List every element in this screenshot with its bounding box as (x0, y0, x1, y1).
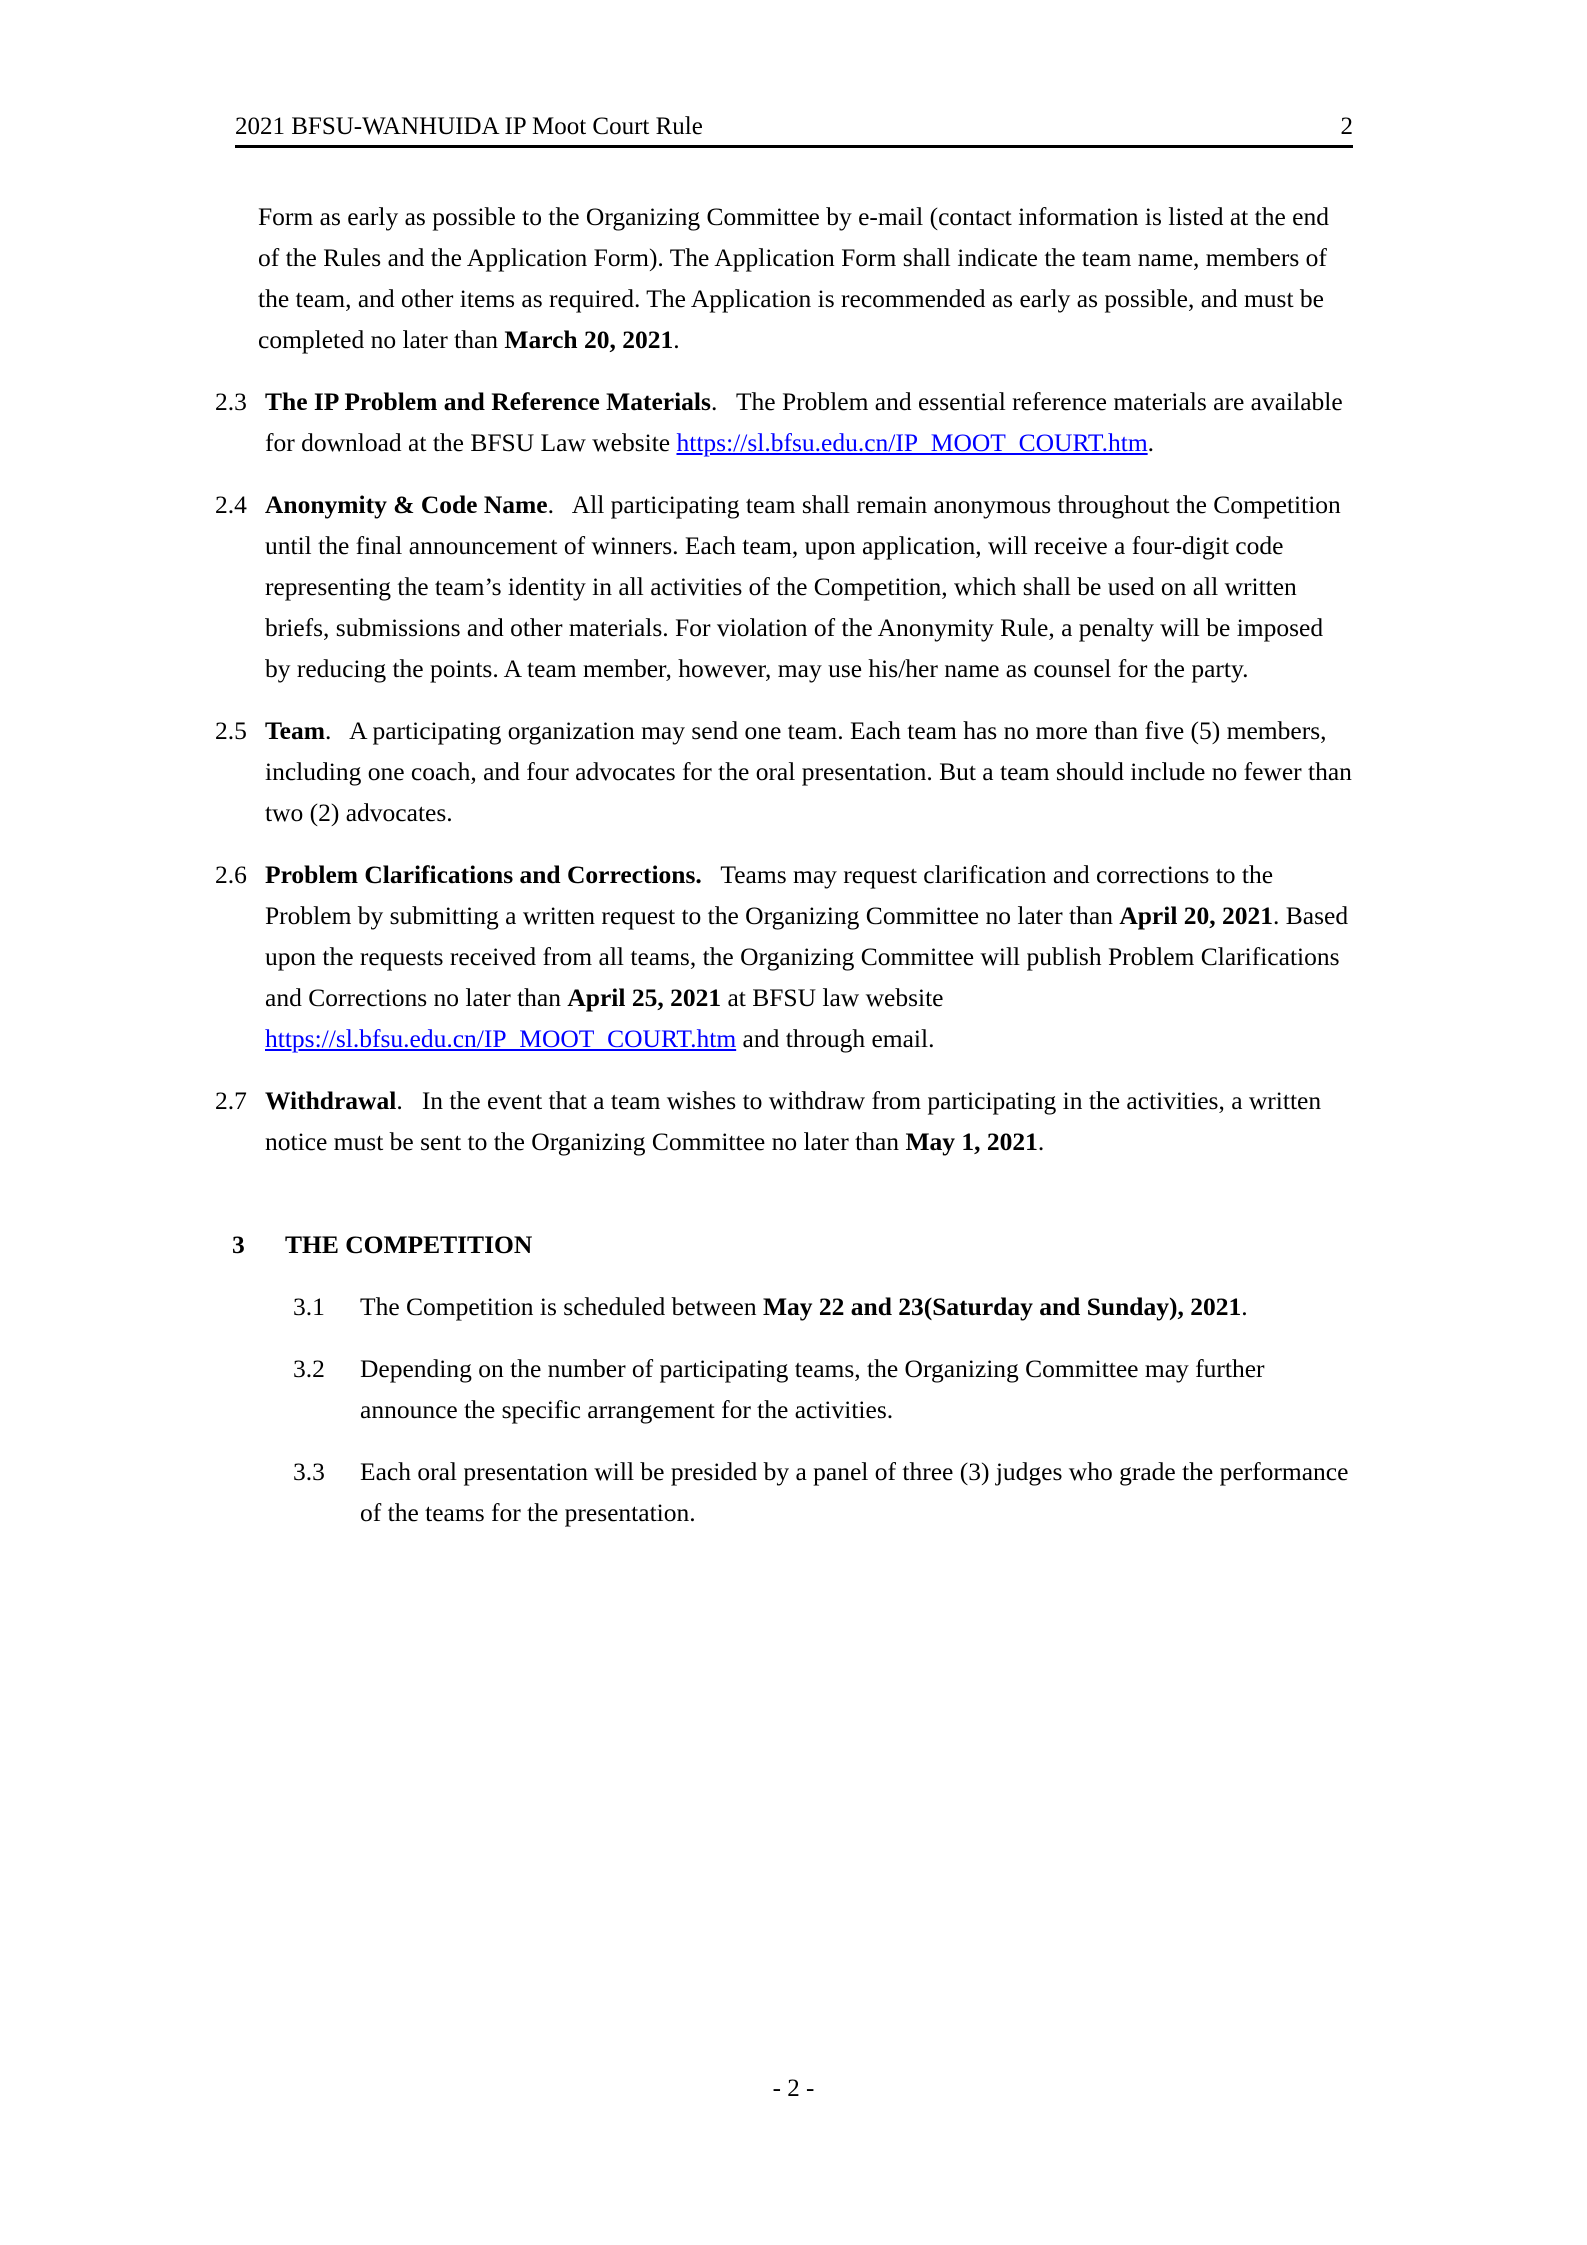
item-text (265, 854, 1353, 1059)
text-segment: . In the event that a team wishes to withdraw from participating in the activities, a written notice must be sent to the Organizing Committee no later than (265, 1086, 1322, 1156)
item-number: 3.2 (293, 1354, 325, 1383)
text-segment: at BFSU law website (721, 983, 944, 1012)
text-segment: May 22 and 23(Saturday and Sunday), 2021 (762, 1292, 1242, 1321)
text-segment: and through email. (736, 1024, 935, 1053)
text-segment: March 20, 2021 (504, 325, 674, 354)
text-segment: . Based upon the requests received from all teams, the Organizing Committee will publish Problem Clarifications and Corrections no later than (265, 901, 1349, 1012)
section-heading (0, 1224, 1587, 1265)
item-text (360, 1451, 1355, 1533)
hyperlink[interactable]: https://sl.bfsu.edu.cn/IP_MOOT_COURT.htm (265, 1024, 737, 1053)
item-number: 2.6 (215, 860, 247, 889)
list-item (0, 854, 1587, 1059)
document-body (0, 196, 1587, 1554)
text-segment: . All participating team shall remain anonymous throughout the Competition until the final announcement of winners. Each team, upon application, will receive a four-digit code representing the team’s identity in all activities of the Competition, which shall be used on all written briefs, submissions and other materials. For violation of the Anonymity Rule, a penalty will be imposed by reducing the points. A team member, however, may use his/her name as counsel for the party. (265, 490, 1341, 683)
item-number: 2.4 (215, 490, 247, 519)
text-segment: . A participating organization may send one team. Each team has no more than five (5) members, including one coach, and four advocates for the oral presentation. But a team should include no fewer than two (2) advocates. (265, 716, 1352, 827)
text-segment: Form as early as possible to the Organizing Committee by e-mail (contact information is listed at the end of the Rules and the Application Form). The Application Form shall indicate the team name, members of the team, and other items as required. The Application is recommended as early as possible, and must be completed no later than (258, 202, 1329, 354)
text-segment: The IP Problem and Reference Materials (265, 387, 711, 416)
text-segment: Teams may request clarification and corrections to the Problem by submitting a written request to the Organizing Committee no later than (265, 860, 1274, 930)
text-segment: Each oral presentation will be presided by a panel of three (3) judges who grade the performance of the teams for the presentation. (360, 1457, 1349, 1527)
list-item (0, 1080, 1587, 1162)
item-text (265, 1080, 1353, 1162)
list-item (0, 710, 1587, 833)
item-number: 2.3 (215, 387, 247, 416)
footer-page-label: - 2 - (772, 2075, 815, 2102)
text-segment: Problem Clarifications and Corrections. (265, 860, 702, 889)
item-text (265, 381, 1353, 463)
text-segment: . (1241, 1292, 1248, 1321)
list-item (0, 1451, 1587, 1533)
header-title: 2021 BFSU-WANHUIDA IP Moot Court Rule (235, 113, 703, 140)
list-item (0, 484, 1587, 689)
page-header (235, 112, 1353, 142)
header-page-number: 2 (1340, 113, 1353, 140)
text-segment: Depending on the number of participating teams, the Organizing Committee may further announce the specific arrangement for the activities. (360, 1354, 1265, 1424)
text-segment: . (1147, 428, 1155, 457)
list-item (0, 1348, 1587, 1430)
text-segment: May 1, 2021 (905, 1127, 1038, 1156)
item-text (265, 710, 1353, 833)
text-segment: April 20, 2021 (1119, 901, 1274, 930)
text-segment: Withdrawal (265, 1086, 397, 1115)
hyperlink[interactable]: https://sl.bfsu.edu.cn/IP_MOOT_COURT.htm (676, 428, 1148, 457)
header-rule (235, 145, 1353, 148)
item-text (285, 1224, 1373, 1265)
text-segment: Anonymity & Code Name (265, 490, 548, 519)
paragraph (0, 196, 1587, 360)
item-text (360, 1286, 1355, 1327)
text-segment: April 25, 2021 (567, 983, 722, 1012)
item-text (360, 1348, 1355, 1430)
text-segment: . The Problem and essential reference materials are available for download at the BFSU Law website (265, 387, 1343, 457)
text-segment: THE COMPETITION (285, 1230, 533, 1259)
text-segment: Team (265, 716, 325, 745)
item-number: 3.3 (293, 1457, 325, 1486)
item-number: 3 (232, 1230, 245, 1259)
item-number: 2.5 (215, 716, 247, 745)
item-text (258, 196, 1353, 360)
list-item (0, 1286, 1587, 1327)
text-segment: . (1037, 1127, 1045, 1156)
text-segment: . (673, 325, 680, 354)
item-text (265, 484, 1353, 689)
item-number: 3.1 (293, 1292, 325, 1321)
list-item (0, 381, 1587, 463)
text-segment: The Competition is scheduled between (360, 1292, 763, 1321)
item-number: 2.7 (215, 1086, 247, 1115)
